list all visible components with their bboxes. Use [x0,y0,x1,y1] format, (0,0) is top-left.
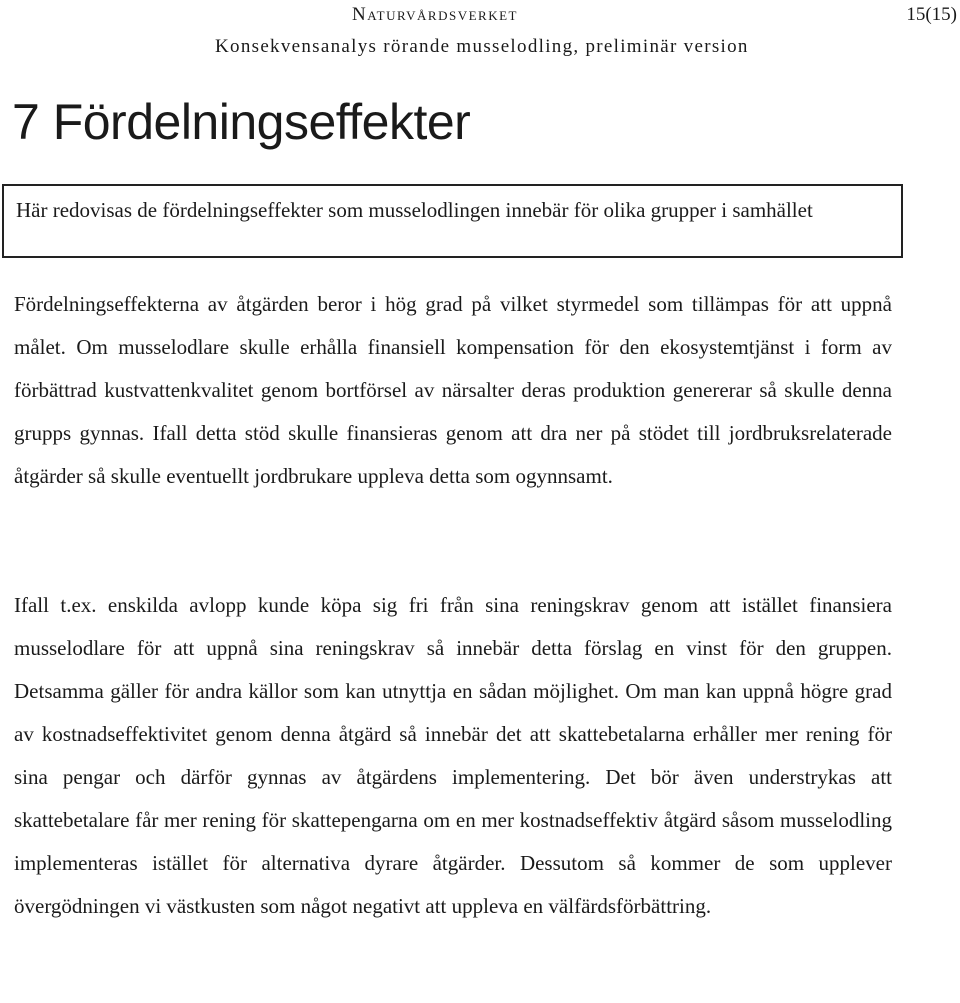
summary-text: Här redovisas de fördelningseffekter som musselodlingen innebär för olika grupper i samhället [16,198,813,222]
page-number: 15(15) [906,4,957,25]
body-paragraph-2: Ifall t.ex. enskilda avlopp kunde köpa sig fri från sina reningskrav genom att istället finansiera musselodlare för att uppnå sina reningskrav så innebär detta förslag en vinst för den gruppen. Detsamma gäller för andra källor som kan utnyttja en sådan möjlighet. Om man kan uppnå högre grad av kostnadseffektivitet genom denna åtgärd så innebär det att skattebetalarna erhåller mer rening för sina pengar och därför gynnas av åtgärdens implementering. Det bör även understrykas att skattebetalare får mer rening för skattepengarna om en mer kostnadseffektiv åtgärd såsom musselodling implementeras istället för alternativa dyrare åtgärder. Dessutom så kommer de som upplever övergödningen vi västkusten som något negativt att uppleva en välfärdsförbättring. [14,593,892,918]
summary-box [2,184,903,258]
body-paragraph-1: Fördelningseffekterna av åtgärden beror i hög grad på vilket styrmedel som tillämpas för att uppnå målet. Om musselodlare skulle erhålla finansiell kompensation för den ekosystemtjänst i form av förbättrad kustvattenkvalitet genom bortförsel av närsalter deras produktion genererar så skulle denna grupps gynnas. Ifall detta stöd skulle finansieras genom att dra ner på stödet till jordbruksrelaterade åtgärder så skulle eventuellt jordbrukare uppleva detta som ogynnsamt. [14,292,892,488]
page-header [0,4,960,64]
chapter-heading: 7 Fördelningseffekter [12,94,471,150]
organization-name: Naturvårdsverket [352,4,518,25]
report-title: Konsekvensanalys rörande musselodling, preliminär version [215,36,749,57]
